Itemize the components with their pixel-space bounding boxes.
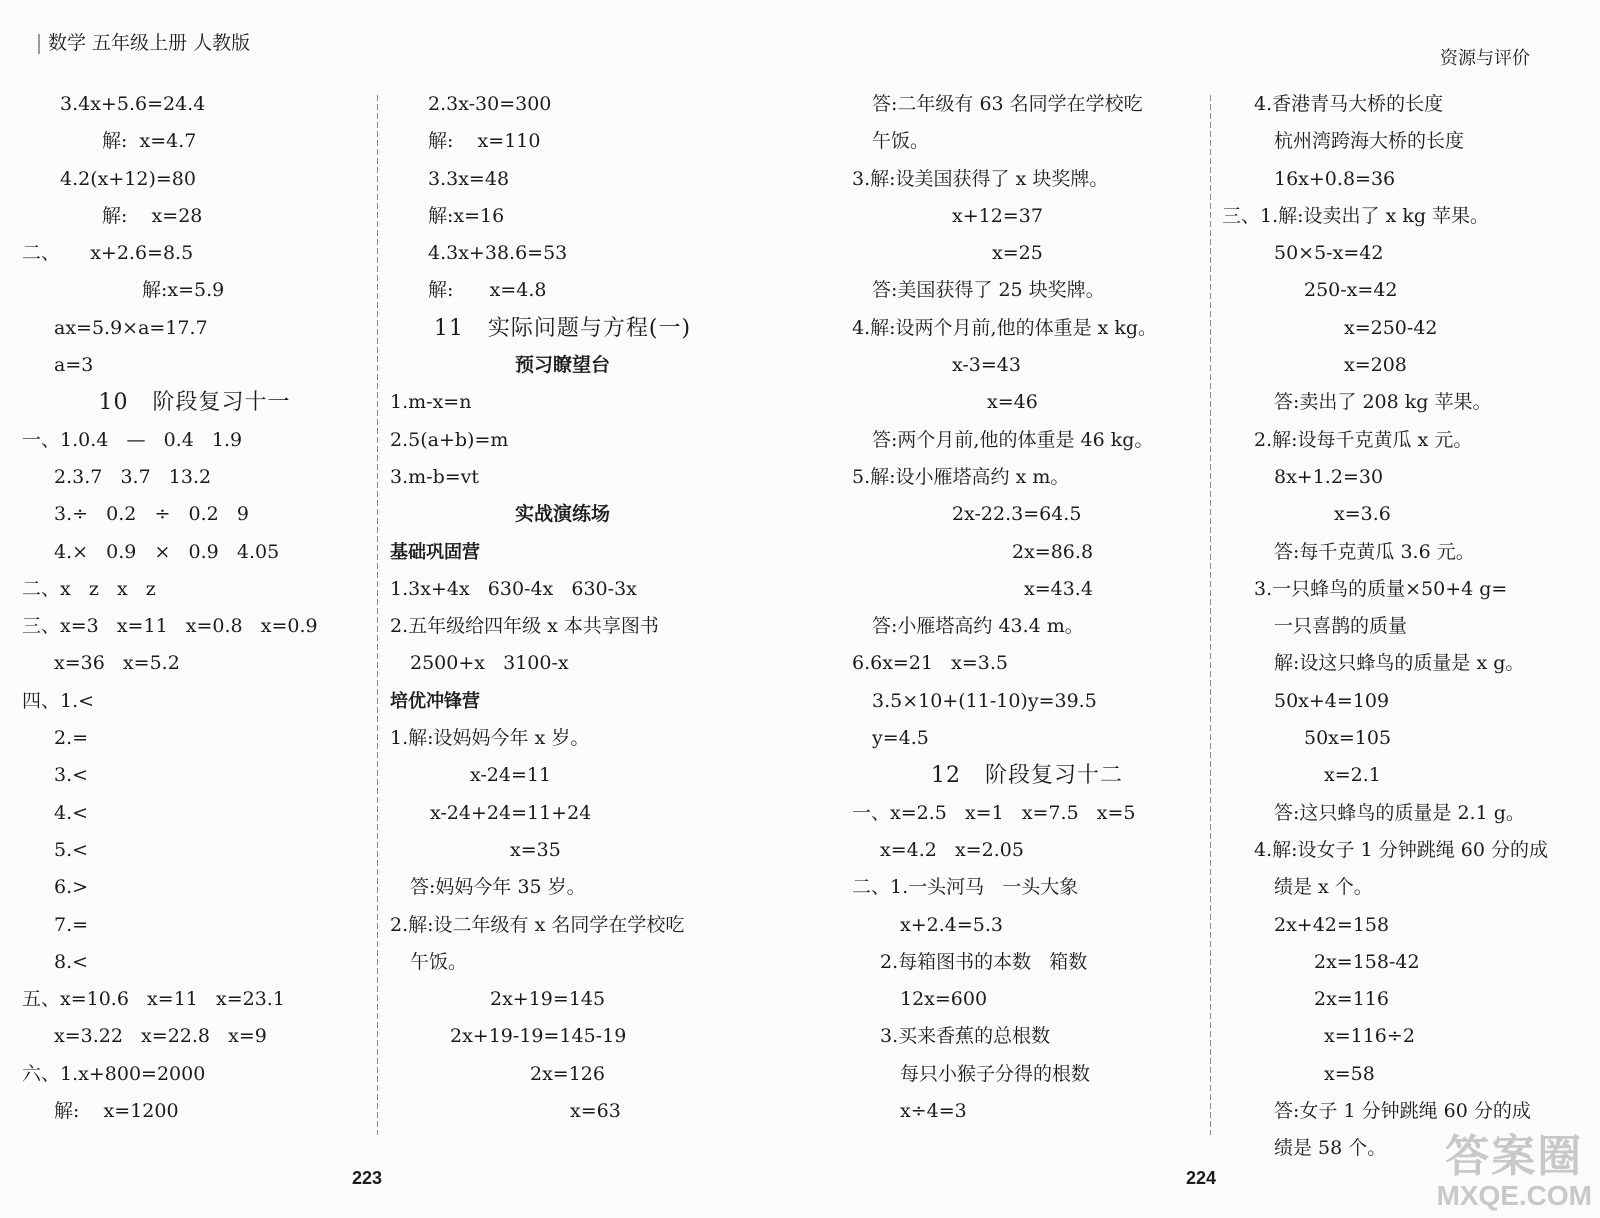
answer-line: 2.五年级给四年级 x 本共享图书 <box>390 615 659 638</box>
page-number-right: 224 <box>1186 1168 1217 1188</box>
answer-line: 答:小雁塔高约 43.4 m。 <box>872 615 1084 638</box>
answer-line: 解: x=4.8 <box>428 279 547 302</box>
answer-line: 250-x=42 <box>1304 279 1398 302</box>
answer-line: 解:x=5.9 <box>142 279 225 302</box>
answer-line: x=46 <box>987 391 1038 414</box>
header-bar <box>38 34 40 54</box>
answer-line: 5.解:设小雁塔高约 x m。 <box>852 465 1070 488</box>
answer-line: 解:设这只蜂鸟的质量是 x g。 <box>1274 652 1525 675</box>
answer-line: 50x=105 <box>1304 727 1392 750</box>
answer-line: 3.÷ 0.2 ÷ 0.2 9 <box>54 503 249 526</box>
answer-line: 培优冲锋营 <box>390 690 480 712</box>
answer-line: 绩是 58 个。 <box>1274 1137 1387 1160</box>
answer-line: 4.2(x+12)=80 <box>60 167 196 190</box>
answer-line: 7.= <box>54 913 89 936</box>
answer-line: 三、1.解:设卖出了 x kg 苹果。 <box>1222 204 1490 227</box>
answer-line: 五、x=10.6 x=11 x=23.1 <box>22 988 285 1011</box>
answer-line: 3.5×10+(11-10)y=39.5 <box>872 689 1097 712</box>
answer-line: 2x=86.8 <box>1012 540 1094 563</box>
answer-line: 答:妈妈今年 35 岁。 <box>410 876 586 899</box>
answer-line: ax=5.9×a=17.7 <box>54 316 208 339</box>
watermark-logo: 答案圈 <box>1445 1131 1584 1181</box>
answer-line: x=4.2 x=2.05 <box>880 838 1024 861</box>
answer-line: x+2.4=5.3 <box>900 913 1003 936</box>
answer-line: x=3.6 <box>1334 503 1391 526</box>
answer-line: x=2.1 <box>1324 764 1381 787</box>
answer-line: 6.6x=21 x=3.5 <box>852 652 1008 675</box>
answer-line: 2.每箱图书的本数 箱数 <box>880 950 1088 973</box>
answer-line: x+12=37 <box>952 204 1043 227</box>
answer-line: 答:女子 1 分钟跳绳 60 分的成 <box>1274 1100 1531 1123</box>
answer-line: 四、1.< <box>22 689 95 712</box>
answer-line: 2.5(a+b)=m <box>390 428 509 451</box>
answer-line: 一、x=2.5 x=1 x=7.5 x=5 <box>852 801 1136 824</box>
answer-line: 答:二年级有 63 名同学在学校吃 <box>872 93 1143 115</box>
answer-line: 4.解:设女子 1 分钟跳绳 60 分的成 <box>1254 838 1548 861</box>
answer-line: a=3 <box>54 354 94 377</box>
answer-line: 1.解:设妈妈今年 x 岁。 <box>390 727 590 750</box>
answer-line: 绩是 x 个。 <box>1274 876 1373 899</box>
answer-line: 解: x=28 <box>102 204 203 227</box>
answer-line: 基础巩固营 <box>390 541 480 563</box>
answer-line: 解: x=4.7 <box>102 130 197 153</box>
answer-line: 50x+4=109 <box>1274 689 1390 712</box>
answer-line: 三、x=3 x=11 x=0.8 x=0.9 <box>22 615 318 638</box>
answer-line: x=43.4 <box>1024 577 1093 600</box>
page-number-left: 223 <box>352 1168 383 1188</box>
answer-line: 2x+19=145 <box>490 988 606 1011</box>
answer-line: 11 实际问题与方程(一) <box>433 315 692 341</box>
answer-line: 16x+0.8=36 <box>1274 167 1396 190</box>
answer-line: x=58 <box>1324 1062 1375 1085</box>
answer-line: x=63 <box>570 1100 621 1123</box>
answer-line: x-24+24=11+24 <box>430 801 592 824</box>
answer-line: 2x+19-19=145-19 <box>450 1025 627 1048</box>
answer-line: 二、x z x z <box>22 577 156 600</box>
answer-line: 10 阶段复习十一 <box>98 390 291 416</box>
answer-line: x-24=11 <box>470 764 552 787</box>
watermark <box>1436 1133 1592 1212</box>
answer-line: 12 阶段复习十二 <box>931 763 1123 789</box>
column-4 <box>1222 86 1582 1168</box>
answer-line: 4.< <box>54 801 89 824</box>
answer-line: x=35 <box>510 838 561 861</box>
answer-line: 3.买来香蕉的总根数 <box>880 1025 1051 1048</box>
answer-line: x=36 x=5.2 <box>54 652 180 675</box>
answer-line: 一、1.0.4 — 0.4 1.9 <box>22 428 243 451</box>
header-series: 资源与评价 <box>1440 48 1530 69</box>
answer-line: x=208 <box>1344 354 1407 377</box>
answer-line: 3.m-b=vt <box>390 465 480 488</box>
column-3 <box>852 86 1202 1130</box>
answer-line: 二、1.一头河马 一头大象 <box>852 876 1079 899</box>
answer-line: 8x+1.2=30 <box>1274 465 1384 488</box>
answer-line: 二、 x+2.6=8.5 <box>22 242 194 265</box>
answer-line: 杭州湾跨海大桥的长度 <box>1274 130 1465 153</box>
answer-line: 1.3x+4x 630-4x 630-3x <box>390 577 637 600</box>
answer-line: 答:卖出了 208 kg 苹果。 <box>1274 391 1492 414</box>
answer-line: 12x=600 <box>900 988 988 1011</box>
answer-line: 实战演练场 <box>514 503 610 526</box>
answer-line: 答:两个月前,他的体重是 46 kg。 <box>872 428 1154 451</box>
answer-line: 午饭。 <box>872 130 930 153</box>
answer-line: 解:x=16 <box>428 204 505 227</box>
answer-line: 4.3x+38.6=53 <box>428 242 568 265</box>
answer-line: 每只小猴子分得的根数 <box>900 1062 1091 1085</box>
answer-line: 2x=126 <box>530 1062 605 1085</box>
answer-line: x-3=43 <box>952 354 1021 377</box>
answer-line: 4.香港青马大桥的长度 <box>1254 93 1444 115</box>
answer-line: 5.< <box>54 838 89 861</box>
column-divider <box>1210 95 1211 1135</box>
watermark-url: MXQE.COM <box>1436 1180 1592 1212</box>
header-title: 数学 五年级上册 人教版 <box>48 32 251 54</box>
answer-line: 3.< <box>54 764 89 787</box>
answer-line: 解: x=1200 <box>54 1100 179 1123</box>
answer-line: 3.4x+5.6=24.4 <box>60 93 206 115</box>
answer-line: 一只喜鹊的质量 <box>1274 615 1408 638</box>
answer-line: 解: x=110 <box>428 130 541 153</box>
answer-line: 答:这只蜂鸟的质量是 2.1 g。 <box>1274 801 1525 824</box>
answer-line: 2x=116 <box>1314 988 1389 1011</box>
answer-line: 3.3x=48 <box>428 167 510 190</box>
column-2 <box>390 86 735 1130</box>
answer-line: x=25 <box>992 242 1043 265</box>
answer-line: 2x+42=158 <box>1274 913 1390 936</box>
answer-line: 3.一只蜂鸟的质量×50+4 g= <box>1254 577 1508 600</box>
answer-line: 答:每千克黄瓜 3.6 元。 <box>1274 540 1475 563</box>
answer-line: 2500+x 3100-x <box>410 652 569 675</box>
answer-line: 1.m-x=n <box>390 391 472 414</box>
answer-line: 答:美国获得了 25 块奖牌。 <box>872 279 1105 302</box>
answer-line: x=3.22 x=22.8 x=9 <box>54 1025 267 1048</box>
answer-line: 2.3.7 3.7 13.2 <box>54 465 212 488</box>
answer-line: 4.× 0.9 × 0.9 4.05 <box>54 540 280 563</box>
answer-line: 预习瞭望台 <box>514 354 610 377</box>
answer-line: 午饭。 <box>410 950 468 973</box>
column-1 <box>22 86 367 1130</box>
answer-line: 六、1.x+800=2000 <box>22 1062 206 1085</box>
answer-line: y=4.5 <box>872 727 929 750</box>
answer-line: 8.< <box>54 950 89 973</box>
answer-line: 2.= <box>54 727 89 750</box>
answer-line: 2.解:设每千克黄瓜 x 元。 <box>1254 428 1473 451</box>
answer-line: x=116÷2 <box>1324 1025 1415 1048</box>
answer-line: x=250-42 <box>1344 316 1438 339</box>
answer-line: 3.解:设美国获得了 x 块奖牌。 <box>852 167 1109 190</box>
answer-line: x÷4=3 <box>900 1100 967 1123</box>
column-divider <box>377 95 378 1135</box>
answer-line: 4.解:设两个月前,他的体重是 x kg。 <box>852 316 1158 339</box>
answer-line: 50×5-x=42 <box>1274 242 1384 265</box>
answer-line: 2x=158-42 <box>1314 950 1420 973</box>
answer-line: 2.3x-30=300 <box>428 93 552 115</box>
answer-line: 6.> <box>54 876 89 899</box>
answer-line: 2.解:设二年级有 x 名同学在学校吃 <box>390 913 685 936</box>
answer-line: 2x-22.3=64.5 <box>952 503 1082 526</box>
